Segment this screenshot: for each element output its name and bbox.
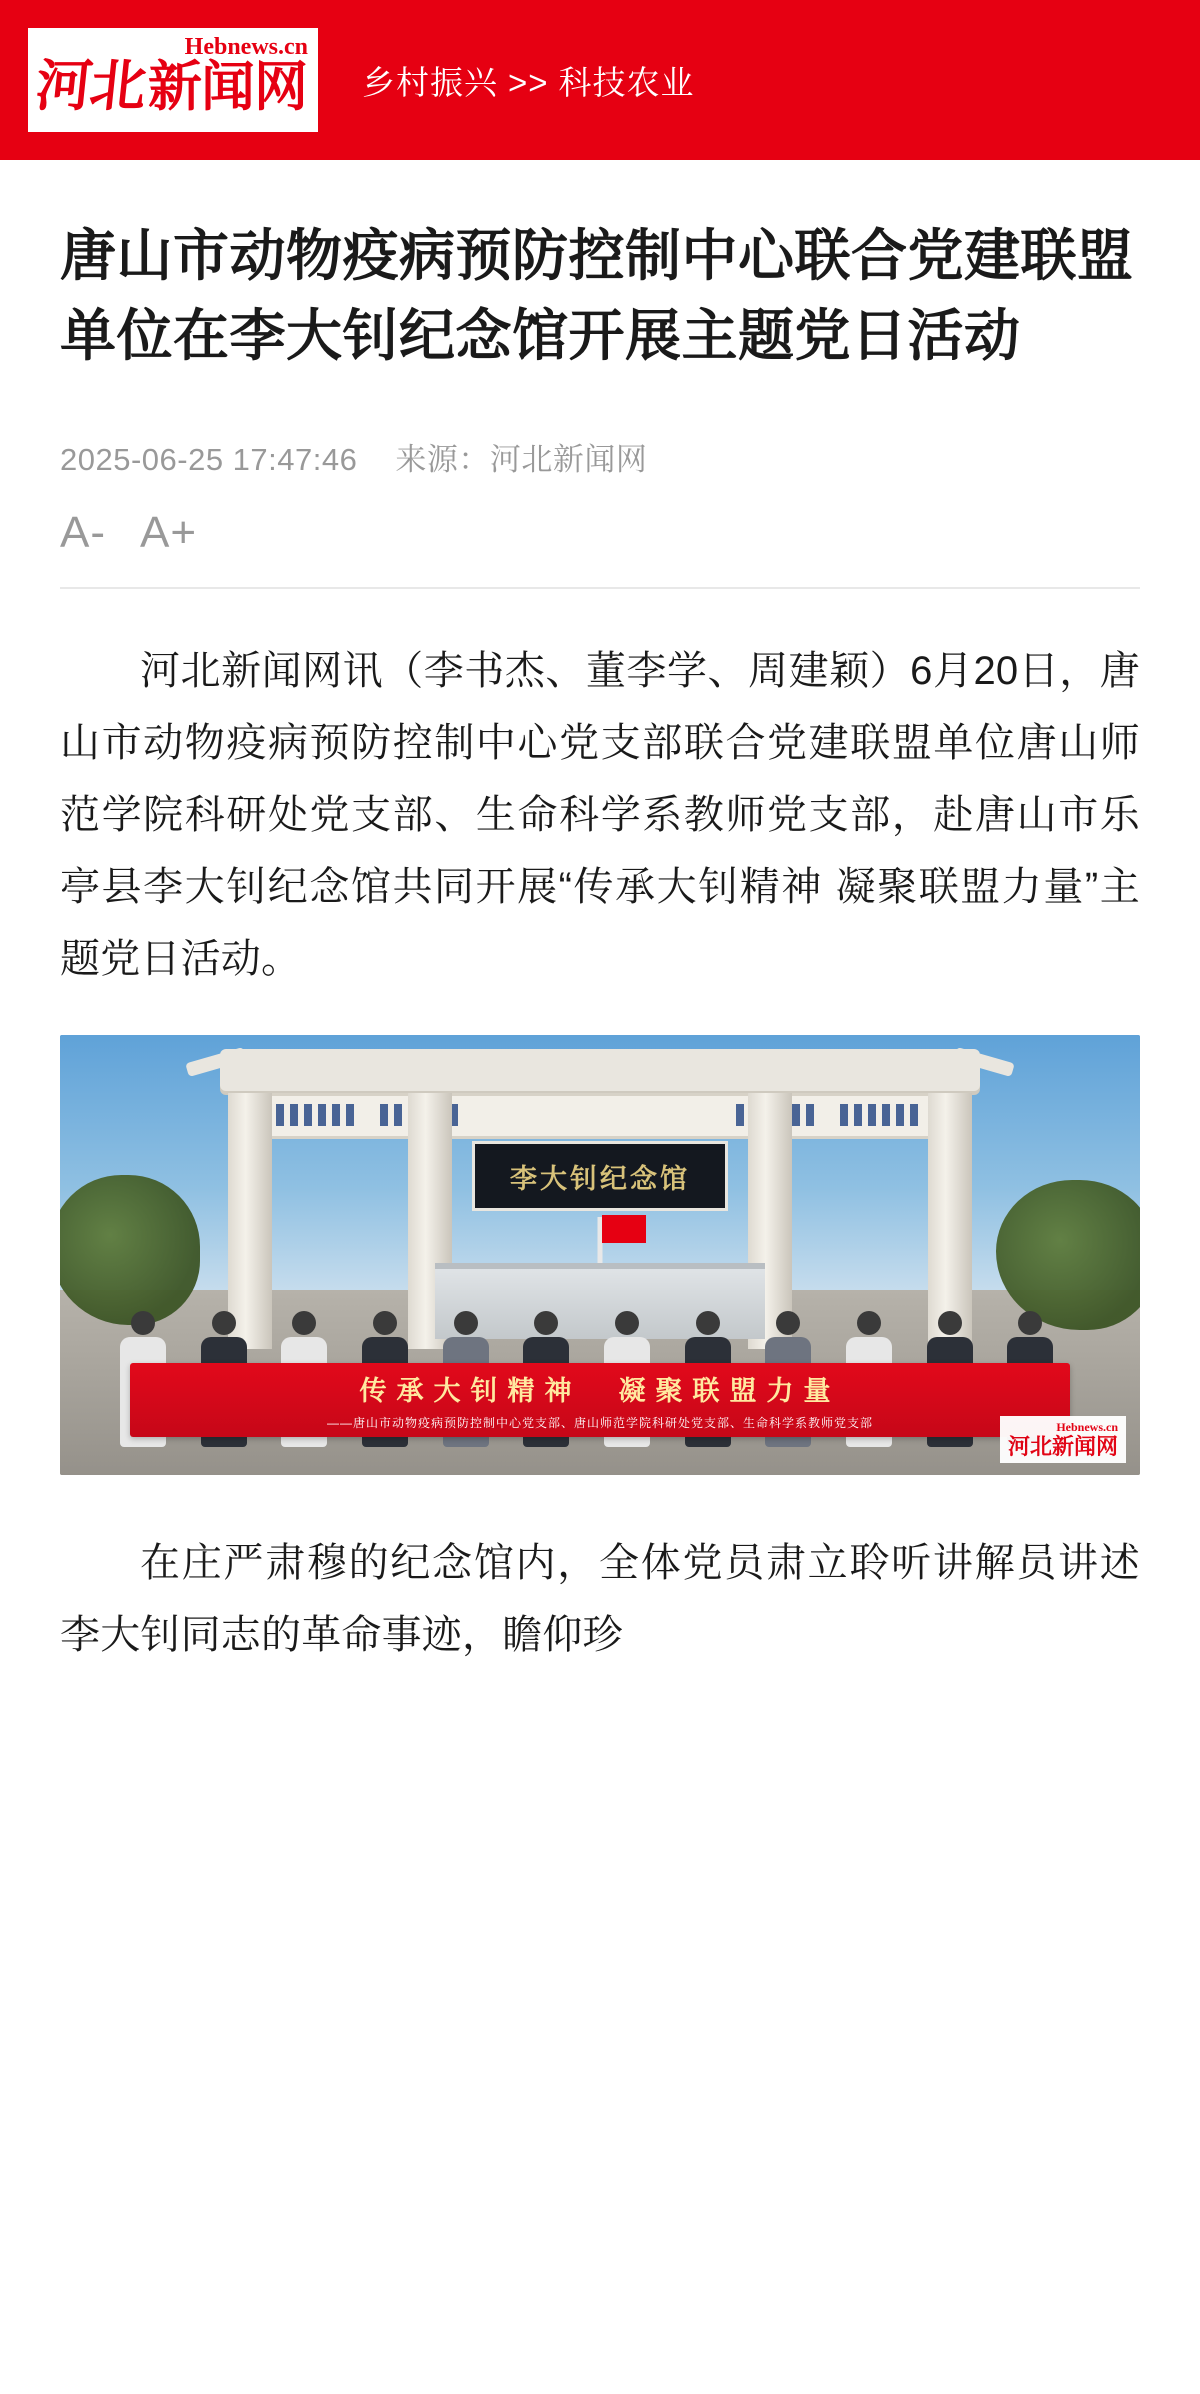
- memorial-plaque: [472, 1141, 728, 1211]
- article-body: [0, 160, 1200, 1671]
- event-banner-sub-text: ——唐山市动物疫病预防控制中心党支部、唐山师范学院科研处党支部、生命科学系教师党支部: [326, 1416, 873, 1430]
- gate-pattern: [840, 1104, 924, 1126]
- article-text-continued: [60, 1527, 1140, 1671]
- breadcrumb-current[interactable]: 科技农业: [558, 63, 695, 101]
- gate-decorative-band: [250, 1093, 950, 1139]
- logo-wordmark: [32, 56, 307, 118]
- site-logo[interactable]: [28, 28, 318, 132]
- article-image: [60, 1035, 1140, 1475]
- site-header: [0, 0, 1200, 160]
- event-banner-main-text: 传承大钊精神 凝聚联盟力量: [359, 1376, 841, 1406]
- logo-mark-text: 河北: [32, 56, 148, 118]
- logo-word-text: 新闻网: [148, 57, 307, 117]
- breadcrumb-separator: >>: [508, 63, 549, 101]
- font-size-controls: [60, 505, 1140, 589]
- gate-pattern: [276, 1104, 360, 1126]
- article-meta: [60, 434, 1140, 479]
- article-text: [60, 635, 1140, 995]
- breadcrumb-parent[interactable]: 乡村振兴: [362, 63, 498, 101]
- font-increase-button[interactable]: A+: [140, 508, 198, 557]
- breadcrumb: [362, 57, 695, 104]
- article-source: 来源：河北新闻网: [395, 442, 648, 477]
- logo-domain-text: Hebnews.cn: [184, 34, 308, 60]
- page-title: 唐山市动物疫病预防控制中心联合党建联盟单位在李大钊纪念馆开展主题党日活动: [60, 224, 1134, 367]
- paragraph-2: 在庄严肃穆的纪念馆内，全体党员肃立聆听讲解员讲述李大钊同志的革命事迹，瞻仰珍: [60, 1541, 1140, 1657]
- image-watermark: [1000, 1416, 1126, 1463]
- watermark-main-text: 河北新闻网: [1007, 1434, 1118, 1459]
- publish-date: 2025-06-25 17:47:46: [60, 442, 358, 477]
- watermark-domain-text: Hebnews.cn: [1056, 1420, 1118, 1434]
- font-decrease-button[interactable]: A-: [60, 508, 106, 557]
- event-banner: [130, 1363, 1070, 1437]
- gate-roof: [220, 1049, 980, 1091]
- paragraph-1: 河北新闻网讯（李书杰、董李学、周建颖）6月20日，唐山市动物疫病预防控制中心党支部联合党建联盟单位唐山师范学院科研处党支部、生命科学系教师党支部，赴唐山市乐亭县李大钊纪念馆共同开展“传承大钊精神 凝聚联盟力量”主题党日活动。: [60, 649, 1140, 981]
- national-flag: [602, 1215, 646, 1243]
- memorial-plaque-text: 李大钊纪念馆: [510, 1163, 690, 1194]
